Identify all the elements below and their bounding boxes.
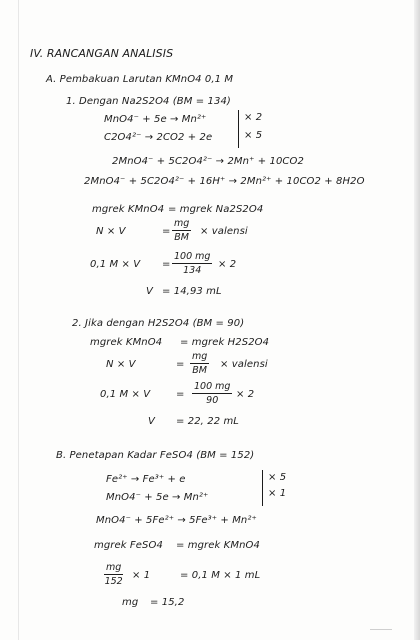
sub1-eq1-left: mgrek KMnO4 [92, 204, 165, 215]
section-b-title: B. Penetapan Kadar FeSO4 (BM = 152) [56, 450, 255, 461]
page-footer-mark [370, 629, 392, 636]
b-eq2-tail: × 1 [132, 570, 151, 581]
sub1-multiplier-1: × 2 [244, 112, 263, 123]
b-eq2-right: = 0,1 M × 1 mL [180, 570, 261, 581]
sub2-eq1-left: mgrek KMnO4 [90, 337, 163, 348]
sub2-eq3-equals: = [176, 389, 185, 400]
sub1-eq4-right: = 14,93 mL [162, 286, 222, 297]
page-margin-line [18, 0, 19, 640]
sub1-sum-reaction: 2MnO4⁻ + 5C2O4²⁻ → 2Mn⁺ + 10CO2 [112, 156, 304, 167]
b-eq2-denominator: 152 [104, 576, 123, 587]
sub1-half-reaction-1: MnO4⁻ + 5e → Mn²⁺ [104, 114, 207, 125]
sub2-eq4-right: = 22, 22 mL [176, 416, 239, 427]
sub2-eq3-denominator: 90 [206, 395, 219, 406]
b-eq3-left: mg [122, 597, 139, 608]
sub1-title: 1. Dengan Na2S2O4 (BM = 134) [66, 96, 231, 107]
sub1-brace [238, 110, 239, 148]
sub1-eq2-equals: = [162, 226, 171, 237]
section-a-title: A. Pembakuan Larutan KMnO4 0,1 M [46, 74, 234, 85]
sub1-eq3-numerator: 100 mg [174, 251, 211, 262]
b-eq1-left: mgrek FeSO4 [94, 540, 163, 551]
sub1-eq2-fraction [172, 218, 191, 243]
b-sum-reaction: MnO4⁻ + 5Fe²⁺ → 5Fe³⁺ + Mn²⁺ [96, 515, 257, 526]
sub1-eq4-left: V [146, 286, 153, 297]
b-multiplier-2: × 1 [268, 488, 287, 499]
b-eq1-right: = mgrek KMnO4 [176, 540, 260, 551]
sub1-eq2-tail: × valensi [200, 226, 248, 237]
sub1-eq3-denominator: 134 [183, 265, 202, 276]
b-eq2-fraction [104, 562, 123, 587]
b-half-reaction-1: Fe²⁺ → Fe³⁺ + e [106, 474, 186, 485]
sub2-eq3-numerator: 100 mg [194, 381, 231, 392]
sub2-eq2-numerator: mg [192, 351, 208, 362]
page-heading: IV. RANCANGAN ANALISIS [30, 47, 174, 60]
sub1-eq2-left: N × V [96, 226, 126, 237]
sub1-full-reaction: 2MnO4⁻ + 5C2O4²⁻ + 16H⁺ → 2Mn²⁺ + 10CO2 + 8H2O [84, 176, 365, 187]
sub1-eq3-equals: = [162, 259, 171, 270]
sub2-eq3-tail: × 2 [236, 389, 255, 400]
sub2-title: 2. Jika dengan H2S2O4 (BM = 90) [72, 318, 245, 329]
sub1-eq3-tail: × 2 [218, 259, 237, 270]
b-eq2-numerator: mg [106, 562, 122, 573]
sub2-eq2-left: N × V [106, 359, 136, 370]
sub1-eq2-denominator: BM [174, 232, 189, 243]
sub2-eq2-denominator: BM [192, 365, 207, 376]
sub2-eq3-fraction [192, 381, 232, 406]
sub1-eq1-right: = mgrek Na2S2O4 [168, 204, 264, 215]
page-edge-shadow [414, 0, 420, 640]
sub2-eq2-tail: × valensi [220, 359, 268, 370]
sub2-eq4-left: V [148, 416, 155, 427]
sub1-half-reaction-2: C2O4²⁻ → 2CO2 + 2e [104, 132, 213, 143]
b-half-reaction-2: MnO4⁻ + 5e → Mn²⁺ [106, 492, 209, 503]
b-eq3-right: = 15,2 [150, 597, 185, 608]
sub1-multiplier-2: × 5 [244, 130, 263, 141]
sub2-eq3-left: 0,1 M × V [100, 389, 151, 400]
b-multiplier-1: × 5 [268, 472, 287, 483]
sub1-eq3-fraction [172, 251, 212, 276]
b-brace [262, 470, 263, 506]
sub2-eq1-right: = mgrek H2S2O4 [180, 337, 270, 348]
sub1-eq3-left: 0,1 M × V [90, 259, 141, 270]
sub1-eq2-numerator: mg [174, 218, 190, 229]
sub2-eq2-equals: = [176, 359, 185, 370]
sub2-eq2-fraction [190, 351, 209, 376]
